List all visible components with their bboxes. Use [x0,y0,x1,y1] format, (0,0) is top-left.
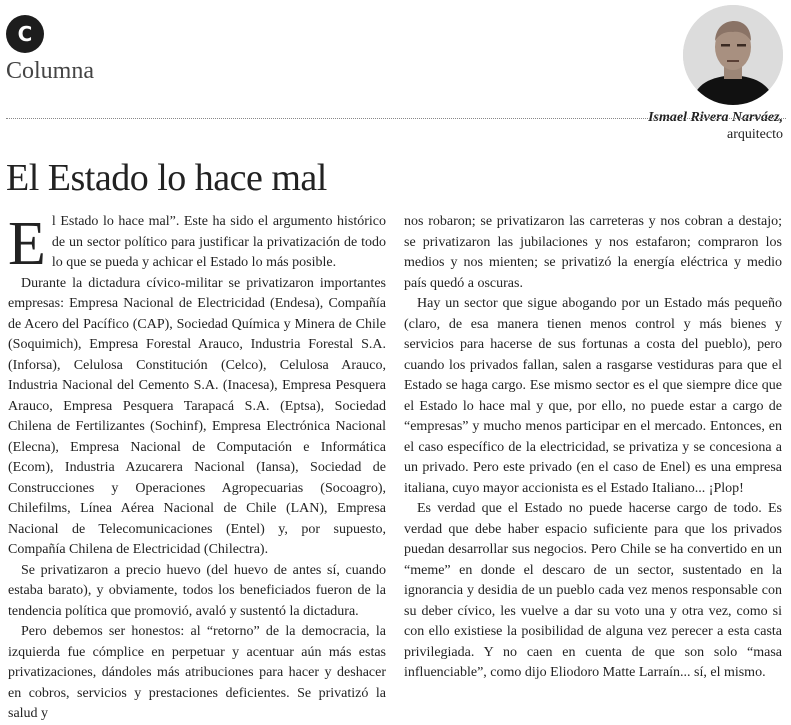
divider [6,118,786,119]
paragraph-text: l Estado lo hace mal”. Este ha sido el argumento histórico de un sector político para justificar la privatización de todo lo que se pueda y achicar el Estado lo más posible. [51,214,386,270]
article-paragraph-5: nos robaron; se privatizaron las carreteras y nos cobran a destajo; se privatizaron las jubilaciones y nos estafaron; compraron los medios y nos mienten; se privatizó la energía eléctrica y medio país quedó a oscuras. [404,214,782,291]
drop-cap: E [8,210,46,278]
article-column-left [8,212,386,725]
article-paragraph-1 [8,210,386,278]
article-paragraph-6: Hay un sector que sigue abogando por un Estado más pequeño (claro, de esa manera tienen menos control y más bienes y servicios para hacerse de sus fortunas a costa del pueblo), pero cuando los privados fallan, salen a rasgarse vestiduras para que el Estado se haga cargo. Ese mismo sector es el que siempre dice que el Estado lo hace mal y que, por ello, no puede estar a cargo de “empresas” y mucho menos participar en el mercado. Entonces, en el caso específico de la electricidad, se privatiza y se concesiona a un privado. Pero este privado (en el caso de Enel) es una empresa italiana, cuyo mayor accionista es el Estado Italiano... ¡Plop! [404,296,782,496]
article-column-right [404,212,782,684]
section-label: Columna [6,58,94,84]
article-paragraph-7: Es verdad que el Estado no puede hacerse cargo de todo. Es verdad que debe haber espacio suficiente para que los privados puedan desarrollar sus negocios. Pero Chile se ha convertido en un “meme” en donde el descaro de un sector, sustentado en la ignorancia y desidia de un pueblo cada vez menos responsable con su deber cívico, les vuelve a dar su voto una y otra vez, como si con ello existiese la posibilidad de alguna vez perecer a esta casta privilegiada. Y no caen en cuenta de que son solo “masa influenciable”, como dijo Eliodoro Matte Larraín... sí, el mismo. [404,501,782,680]
section-badge: C [6,15,44,53]
author-role: arquitecto [727,127,783,142]
article-title: El Estado lo hace mal [6,157,327,199]
article-paragraph-3: Se privatizaron a precio huevo (del huevo de antes sí, cuando estaba barato), y obviamente, todos los beneficiados fueron de la tendencia política que promovió, avaló y sustentó la dictadura. [8,562,386,619]
author-portrait-icon [683,5,783,105]
article-paragraph-2: Durante la dictadura cívico-militar se privatizaron importantes empresas: Empresa Nacional de Electricidad (Endesa), Compañía de Acero del Pacífico (CAP), Sociedad Química y Minera de Chile (Soquimich), Empresa Forestal Arauco, Industria Forestal S.A. (Inforsa), Celulosa Constitución (Celco), Celulosa Arauco, Industria Nacional del Cemento S.A. (Inacesa), Empresa Pesquera Arauco, Empresa Pesquera Tarapacá S.A. (Eptsa), Sociedad Chilena de Fertilizantes (Sochinf), Empresa Electrónica Nacional (Elecna), Empresa Nacional de Computación e Informática (Ecom), Industria Azucarera Nacional (Iansa), Sociedad de Construcciones y Operaciones Agropecuarias (Socoagro), Chilefilms, Línea Aérea Nacional de Chile (LAN), Empresa Nacional de Telecomunicaciones (Entel) y, por supuesto, Compañía Chilena de Electricidad (Chilectra). [8,275,386,557]
article-paragraph-4: Pero debemos ser honestos: al “retorno” de la democracia, la izquierda fue cómplice en perpetuar y acentuar aún más estas privatizaciones, dándoles más atribuciones para hacer y deshacer en cobros, servicios y prestaciones deficientes. Se privatizó la salud y [8,624,386,721]
author-name: Ismael Rivera Narváez, [648,110,783,125]
